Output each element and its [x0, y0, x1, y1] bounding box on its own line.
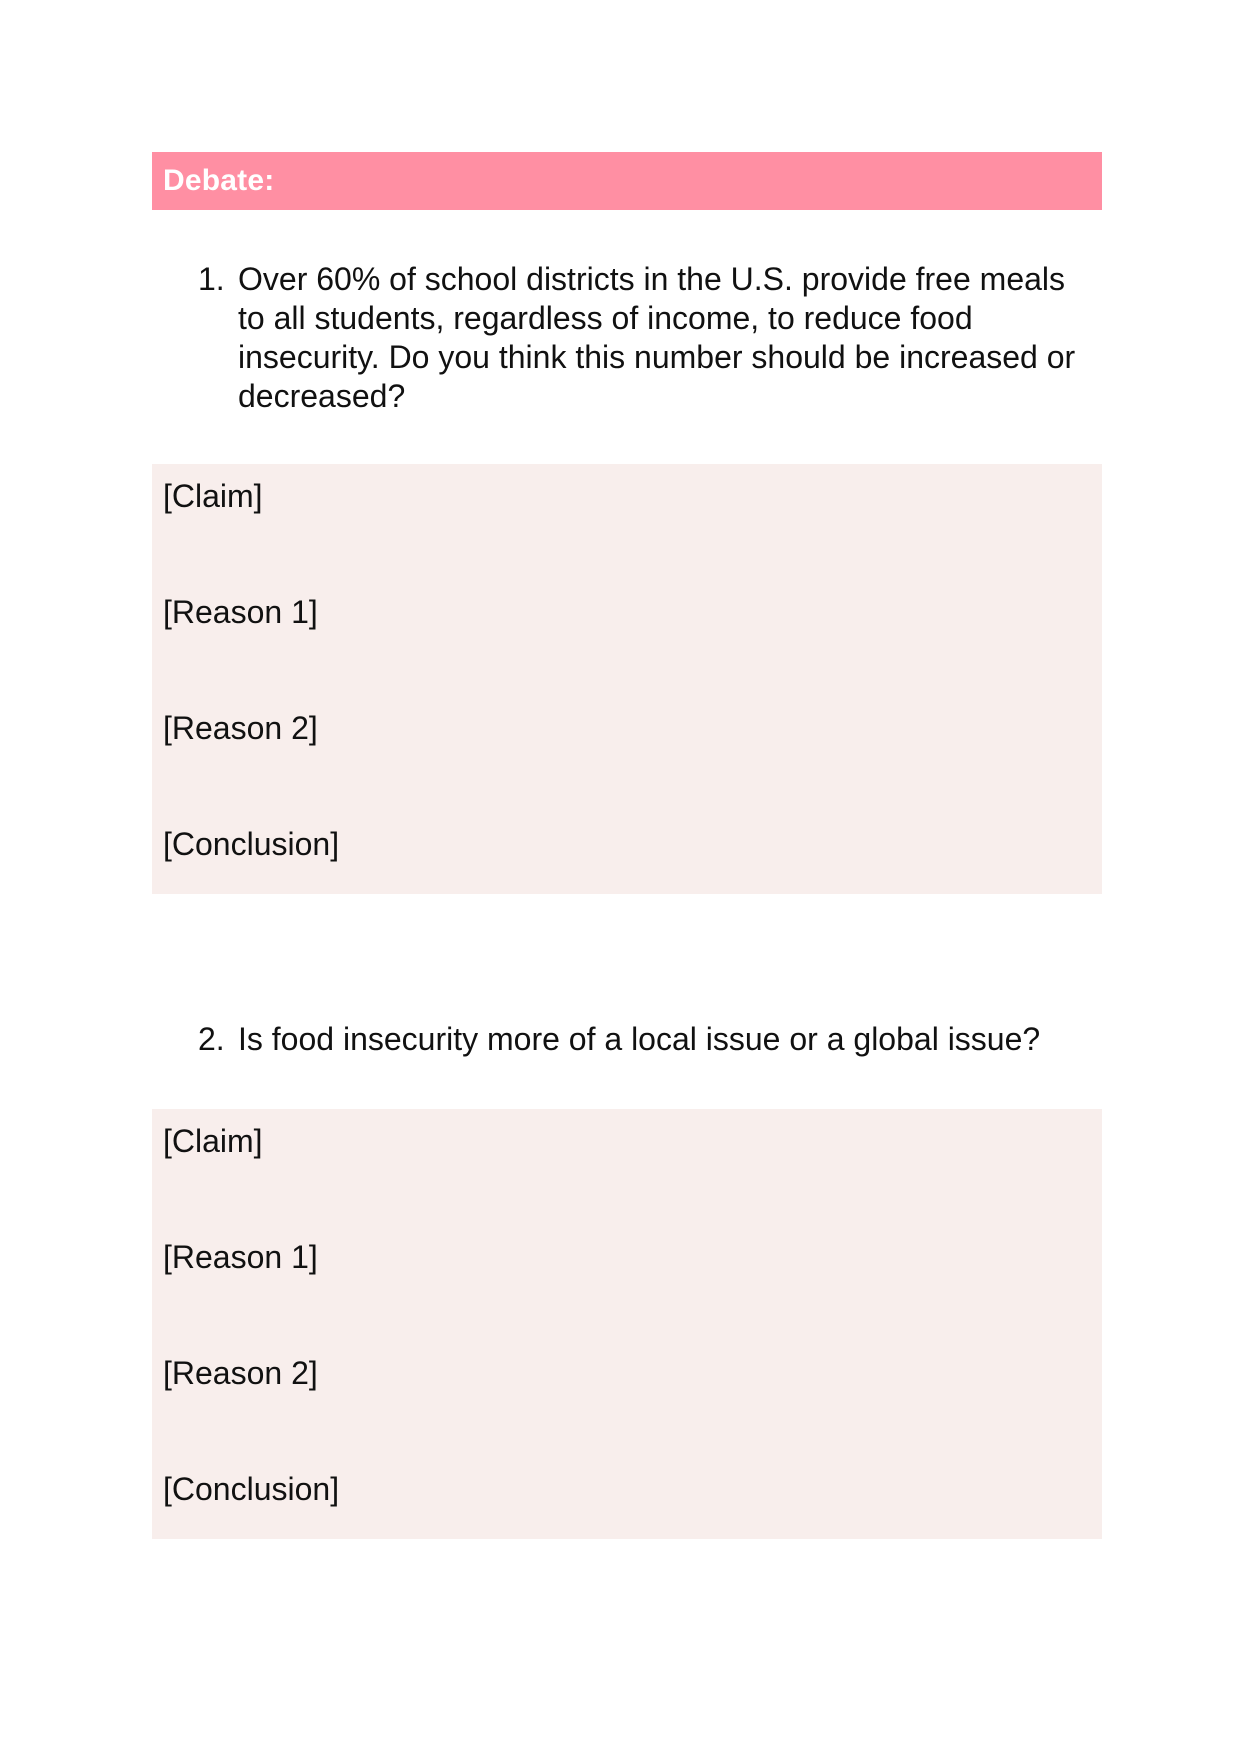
- claim-field[interactable]: [Claim]: [163, 478, 263, 514]
- question-1: [198, 260, 1098, 416]
- answer-box-2[interactable]: [152, 1109, 1102, 1539]
- question-number: 2.: [198, 1021, 225, 1057]
- debate-title: Debate:: [163, 164, 275, 197]
- conclusion-field[interactable]: [Conclusion]: [163, 826, 340, 862]
- reason-1-field[interactable]: [Reason 1]: [163, 594, 318, 630]
- question-number: 1.: [198, 261, 225, 297]
- question-text: Is food insecurity more of a local issue or a global issue?: [238, 1021, 1041, 1057]
- reason-1-field[interactable]: [Reason 1]: [163, 1239, 318, 1275]
- question-2: [198, 1020, 1098, 1059]
- reason-2-field[interactable]: [Reason 2]: [163, 710, 318, 746]
- question-text: Over 60% of school districts in the U.S. provide free meals to all students, regardless of income, to reduce food insecurity. Do you think this number should be increased or decreased?: [238, 261, 1076, 414]
- claim-field[interactable]: [Claim]: [163, 1123, 263, 1159]
- conclusion-field[interactable]: [Conclusion]: [163, 1471, 340, 1507]
- debate-header: [152, 152, 1102, 210]
- answer-box-1[interactable]: [152, 464, 1102, 894]
- reason-2-field[interactable]: [Reason 2]: [163, 1355, 318, 1391]
